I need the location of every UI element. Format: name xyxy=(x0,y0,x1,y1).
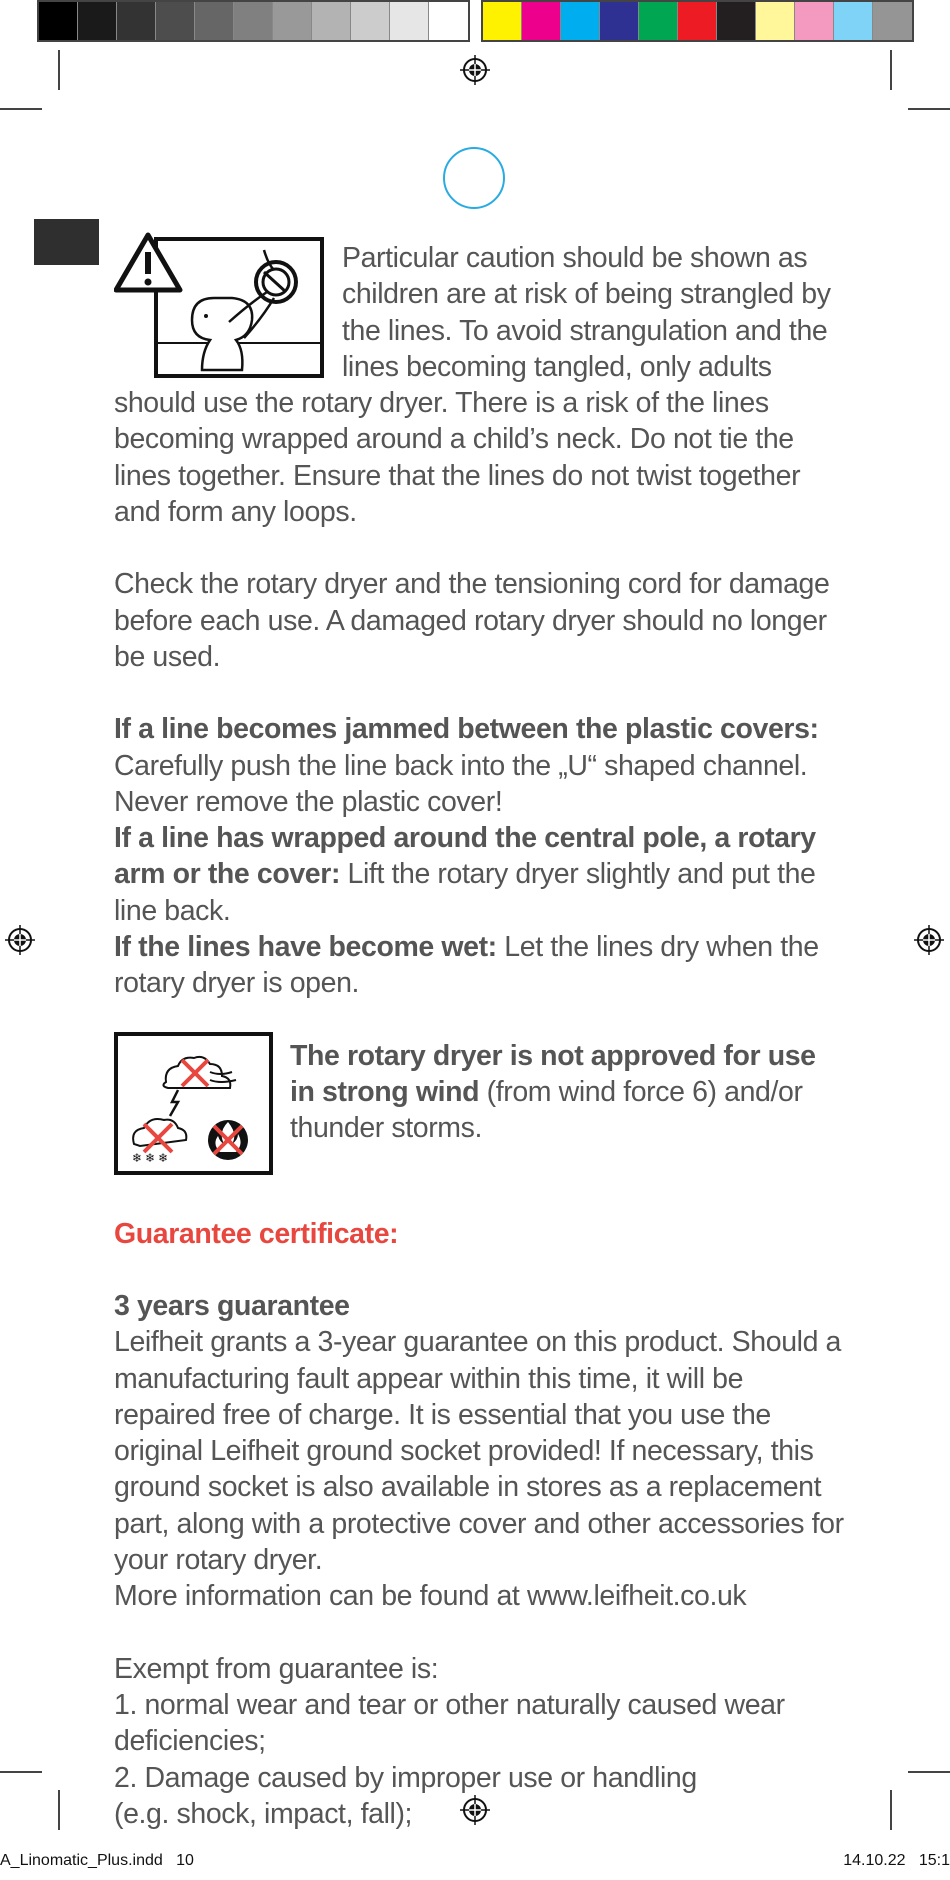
gray-swatch xyxy=(234,2,273,40)
child-strangulation-warning-icon xyxy=(114,230,326,380)
gray-swatch xyxy=(39,2,78,40)
crop-mark xyxy=(908,108,950,110)
crop-mark xyxy=(0,108,42,110)
crop-mark xyxy=(0,1771,42,1773)
guarantee-subtitle: 3 years guarantee xyxy=(114,1289,350,1322)
crop-mark xyxy=(890,1790,892,1830)
exempt-item-2b: (e.g. shock, impact, fall); xyxy=(114,1797,413,1830)
crop-mark xyxy=(58,50,60,90)
color-swatch xyxy=(834,2,873,40)
svg-text:❄ ❄ ❄: ❄ ❄ ❄ xyxy=(132,1150,168,1165)
color-swatch xyxy=(717,2,756,40)
guarantee-body: Leifheit grants a 3-year guarantee on this product. Should a manufacturing fault appear within this time, it will be repaired free of charge. It is essential that you use the original Leifheit ground socket provided! If necessary, this ground socket is also available in stores as a replacement part, along with a protective cover and other accessories for your rotary dryer. xyxy=(114,1326,844,1577)
wet-heading: If the lines have become wet: xyxy=(114,931,497,964)
slug-filename: A_Linomatic_Plus.indd 10 xyxy=(0,1852,194,1869)
slug-timestamp: 14.10.22 15:1 xyxy=(843,1852,950,1869)
color-swatch xyxy=(639,2,678,40)
manual-page-content xyxy=(114,240,844,1832)
process-color-bar xyxy=(481,0,914,42)
wind-bold: The rotary dryer is not approved for use in strong wind xyxy=(290,1039,816,1108)
color-swatch xyxy=(483,2,522,40)
exempt-item-2a: 2. Damage caused by improper use or handling xyxy=(114,1761,697,1794)
registration-mark-icon xyxy=(460,55,490,85)
color-swatch xyxy=(756,2,795,40)
grayscale-color-bar xyxy=(37,0,470,42)
gray-swatch xyxy=(351,2,390,40)
jam-heading: If a line becomes jammed between the plastic covers: xyxy=(114,713,819,746)
wrap-instruction xyxy=(114,820,844,929)
gray-swatch xyxy=(390,2,429,40)
crop-mark xyxy=(908,1771,950,1773)
strangulation-warning-text: Particular caution should be shown as children are at risk of being strangled by the lines. To avoid strangulation and the lines becoming tangled, only adults should use the rotary dryer. There is a risk of the lines becoming wrapped around a child’s neck. Do not tie the lines together. Ensure that the lines do not twist together and form any loops. xyxy=(114,242,831,529)
gray-swatch xyxy=(117,2,156,40)
color-swatch xyxy=(678,2,717,40)
color-swatch xyxy=(795,2,834,40)
gray-swatch xyxy=(273,2,312,40)
guarantee-more-info: More information can be found at www.leifheit.co.uk xyxy=(114,1580,747,1613)
gray-swatch xyxy=(429,2,468,40)
color-swatch xyxy=(600,2,639,40)
no-storm-snow-fire-icon xyxy=(114,1032,274,1176)
exempt-item-1a: 1. normal wear and tear or other naturally caused wear xyxy=(114,1688,785,1721)
wrap-heading: If a line has wrapped around the central pole, a rotary arm or the cover: xyxy=(114,822,816,891)
jam-text: Carefully push the line back into the „U“ shaped channel. Never remove the plastic cover! xyxy=(114,749,808,818)
wrap-text: Lift the rotary dryer slightly and put the line back. xyxy=(114,858,816,927)
page-tab-marker xyxy=(34,219,99,265)
color-swatch xyxy=(873,2,912,40)
wet-instruction xyxy=(114,929,844,1002)
exempt-item-1b: deficiencies; xyxy=(114,1725,266,1758)
guarantee-title: Guarantee certificate: xyxy=(114,1217,399,1250)
gray-swatch xyxy=(78,2,117,40)
damage-check-text: Check the rotary dryer and the tensioning cord for damage before each use. A damaged rotary dryer should no longer be used. xyxy=(114,568,830,673)
color-swatch xyxy=(561,2,600,40)
crop-mark xyxy=(890,50,892,90)
exempt-heading: Exempt from guarantee is: xyxy=(114,1652,439,1685)
crop-mark xyxy=(58,1790,60,1830)
gray-swatch xyxy=(312,2,351,40)
registration-mark-icon xyxy=(914,925,944,955)
cyan-circle-mark xyxy=(443,147,505,209)
gray-swatch xyxy=(195,2,234,40)
color-swatch xyxy=(522,2,561,40)
wind-text: (from wind force 6) and/or thunder storms. xyxy=(290,1075,803,1145)
registration-mark-icon xyxy=(5,925,35,955)
gray-swatch xyxy=(156,2,195,40)
wet-text: Let the lines dry when the rotary dryer is open. xyxy=(114,931,819,1000)
